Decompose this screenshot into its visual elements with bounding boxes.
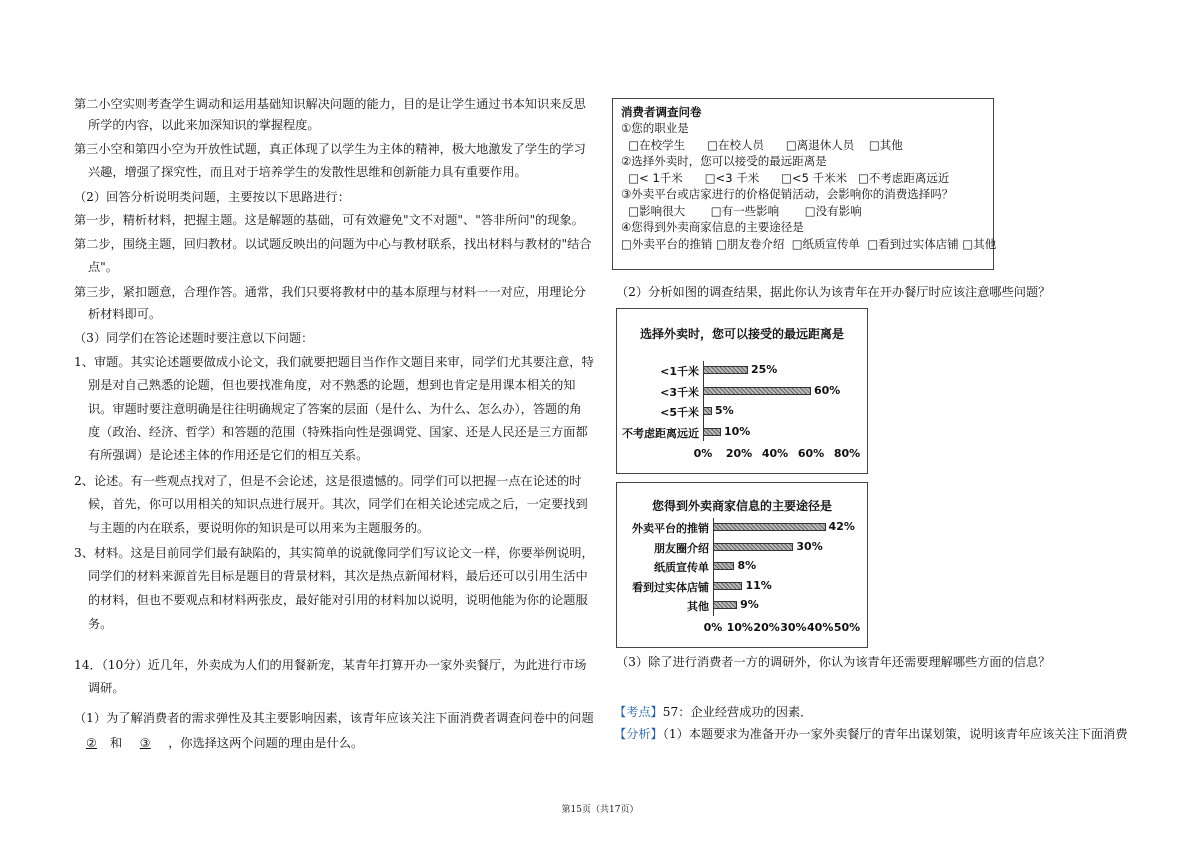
- tick-label: 40%: [761, 447, 789, 460]
- value-label: 30%: [796, 539, 823, 553]
- text-line: 第三步，紧扣题意，合理作答。通常，我们只要将教材中的基本原理与材料一一对应，用理论分: [74, 285, 586, 299]
- tick-label: 60%: [797, 447, 825, 460]
- text-line: 度（政治、经济、哲学）和答题的范围（特殊指向性是强调党、国家、还是人民还是三方面都: [88, 425, 588, 439]
- text-line: 候，首先，你可以用相关的知识点进行展开。其次，同学们在相关论述完成之后，一定要找到: [88, 497, 588, 511]
- bar: [713, 601, 737, 609]
- survey-title: 消费者调查问卷: [621, 105, 702, 119]
- chart-title: 您得到外卖商家信息的主要途径是: [651, 499, 832, 513]
- survey-line: □影响很大 □有一些影响 □没有影响: [621, 203, 862, 218]
- channel-chart: [616, 482, 868, 648]
- survey-line: ④您得到外卖商家信息的主要途径是: [621, 220, 804, 234]
- category-label: <3千米: [660, 385, 699, 399]
- text-line: 所学的内容，以此来加深知识的掌握程度。: [88, 118, 320, 132]
- value-label: 5%: [715, 404, 734, 417]
- bar: [713, 582, 742, 590]
- text-line: 同学们的材料来源首先目标是题目的背景材料，其次是热点新闻材料，最后还可以引用生活中: [88, 569, 588, 583]
- category-label: 外卖平台的推销: [632, 522, 709, 535]
- text-line: 1、审题。其实论述题要做成小论文，我们就要把题目当作作文题目来审，同学们尤其要注意，特: [74, 355, 594, 369]
- text-line: 第一步，精析材料，把握主题。这是解题的基础，可有效避免"文不对题"、"答非所问"的现象。: [74, 213, 584, 227]
- text-line: 调研。: [88, 681, 125, 695]
- text-line: （2）回答分析说明类问题，主要按以下思路进行：: [74, 190, 350, 204]
- text-line: 点"。: [88, 260, 118, 274]
- category-label: 纸质宣传单: [654, 561, 709, 574]
- kaodian-line: [614, 705, 812, 719]
- question-2: （2）分析如图的调查结果，据此你认为该青年在开办餐厅时应该注意哪些问题？: [616, 285, 1051, 299]
- survey-line: □在校学生 □在校人员 □离退休人员 □其他: [621, 137, 903, 152]
- value-label: 9%: [740, 598, 759, 611]
- survey-line: □外卖平台的推销 □朋友卷介绍 □纸质宣传单 □看到过实体店铺 □其他: [621, 236, 997, 251]
- tick-label: 30%: [780, 621, 807, 634]
- survey-box: [612, 98, 997, 270]
- category-label: 不考虑距离远近: [622, 426, 699, 440]
- fenxi-text: （1）本题要求为准备开办一家外卖餐厅的青年出谋划策，说明该青年应该关注下面消费: [662, 727, 1128, 741]
- text-line: 识。审题时要注意明确是往往明确规定了答案的层面（是什么、为什么、怎么办），答题的角: [88, 402, 582, 416]
- text-line: 14．（10分）近几年，外卖成为人们的用餐新宠，某青年打算开办一家外卖餐厅，为此进行市场: [74, 658, 587, 672]
- tick-label: 20%: [725, 447, 753, 460]
- value-label: 8%: [737, 559, 757, 572]
- text-line: 3、材料。这是目前同学们最有缺陷的，其实简单的说就像同学们写议论文一样，你要举例说明，: [74, 546, 594, 560]
- bar: [713, 523, 826, 531]
- text-line: 别是对自己熟悉的论题，但也要找准角度，对不熟悉的论题，想到也肯定是用课本相关的知: [88, 378, 576, 392]
- value-label: 60%: [814, 383, 841, 397]
- value-label: 10%: [724, 424, 751, 438]
- chart-title: 选择外卖时，您可以接受的最远距离是: [639, 327, 844, 341]
- text-line: 2、论述。有一些观点找对了，但是不会论述，这是很遗憾的。同学们可以把握一点在论述的时: [74, 474, 582, 488]
- text-line: 有所强调）是论述主体的作用还是它们的相互关系。: [88, 448, 369, 462]
- category-label: <5千米: [660, 406, 699, 419]
- tick-label: 20%: [753, 621, 780, 634]
- text-line: （1）为了解消费者的需求弹性及其主要影响因素，该青年应该关注下面消费者调查问卷中的问题: [74, 711, 594, 725]
- tick-label: 50%: [833, 621, 861, 634]
- question-3: （3）除了进行消费者一方的调研外，你认为该青年还需要理解哪些方面的信息？: [616, 655, 1051, 669]
- tick-label: 0%: [693, 447, 713, 460]
- text-line: 第二步，围绕主题，回归教材。以试题反映出的问题为中心与教材联系，找出材料与教材的"结合: [74, 237, 592, 251]
- text-line: 第二小空实则考查学生调动和运用基础知识解决问题的能力，目的是让学生通过书本知识来反思: [74, 97, 586, 111]
- text-line: 第三小空和第四小空为开放性试题，真正体现了以学生为主体的精神，极大地激发了学生的学习: [74, 142, 586, 156]
- bar: [703, 407, 712, 415]
- category-label: 其他: [687, 600, 709, 613]
- value-label: 25%: [751, 363, 778, 376]
- answer-and: 和: [110, 736, 123, 750]
- value-label: 11%: [745, 578, 772, 592]
- tick-label: 40%: [807, 621, 834, 634]
- bar: [713, 543, 793, 551]
- answer-line: [86, 736, 363, 750]
- page-footer: 第15页（共17页）: [561, 805, 639, 815]
- category-label: 看到过实体店铺: [632, 580, 709, 594]
- text-line: 析材料即可。: [88, 307, 162, 321]
- text-line: 的材料，但也不要观点和材料两张皮，最好能对引用的材料加以说明，说明他能为你的论题服: [88, 593, 588, 607]
- text-line: （3）同学们在答论述题时要注意以下问题：: [74, 331, 314, 345]
- category-label: 朋友圈介绍: [654, 541, 709, 555]
- tick-label: 10%: [726, 621, 753, 634]
- survey-line: □< 1千米 □<3 千米 □<5 千米米 □不考虑距离远近: [621, 170, 950, 185]
- survey-line: ③外卖平台或店家进行的价格促销活动，会影响你的消费选择吗？: [621, 187, 954, 201]
- bar: [703, 387, 811, 395]
- bar: [713, 562, 734, 570]
- value-label: 42%: [828, 520, 855, 533]
- answer-a: ②: [86, 736, 97, 750]
- tick-label: 0%: [703, 621, 723, 634]
- category-label: <1千米: [660, 365, 699, 378]
- fenxi-line: [614, 727, 1128, 741]
- bar: [703, 366, 748, 374]
- bar: [703, 428, 721, 436]
- answer-b: ③: [139, 736, 151, 750]
- survey-line: ①您的职业是: [621, 121, 689, 135]
- tick-label: 80%: [833, 447, 861, 460]
- kaodian-tag: 【考点】: [614, 705, 663, 719]
- fenxi-tag: 【分析】: [614, 727, 663, 741]
- survey-line: ②选择外卖时，您可以接受的最远距离是: [621, 154, 827, 168]
- text-line: 与主题的内在联系，要说明你的知识是可以用来为主题服务的。: [88, 521, 430, 535]
- answer-tail: ，你选择这两个问题的理由是什么。: [168, 736, 364, 750]
- text-line: 兴趣，增强了探究性，而且对于培养学生的发散性思维和创新能力具有重要作用。: [88, 165, 527, 179]
- distance-chart: [616, 308, 868, 474]
- kaodian-text: 57：企业经营成功的因素．: [662, 705, 813, 719]
- text-line: 务。: [88, 617, 113, 631]
